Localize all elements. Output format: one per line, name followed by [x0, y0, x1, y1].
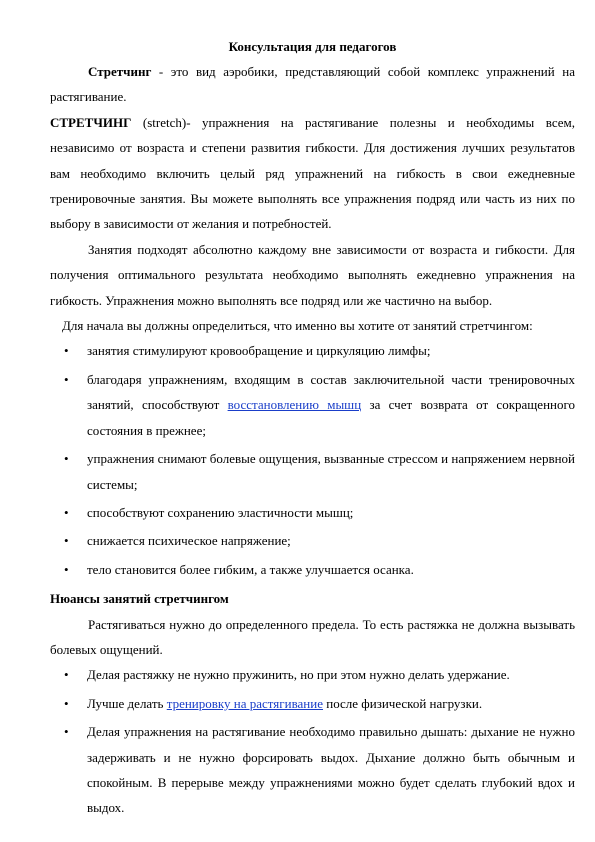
list-item: • занятия стимулируют кровообращение и циркуляцию лимфы; [50, 338, 575, 363]
term-stretching: Стретчинг [88, 64, 152, 79]
list-item: • тело становится более гибким, а также улучшается осанка. [50, 557, 575, 582]
list-item: • снижается психическое напряжение; [50, 528, 575, 553]
paragraph-stretch-limit: Растягиваться нужно до определенного предела. То есть растяжка не должна вызывать болевых ощущений. [50, 616, 575, 657]
list-item: • благодаря упражнениям, входящим в состав заключительной части тренировочных занятий, способствуют восстановлению мышц за счет возврата от сокращенного состояния в прежнее; [50, 367, 575, 443]
document-title: Консультация для педагогов [228, 39, 397, 54]
paragraph-goals-intro: Для начала вы должны определиться, что именно вы хотите от занятий стретчингом: [62, 318, 533, 334]
bullet-icon: • [64, 561, 69, 577]
goals-list [50, 338, 575, 582]
list-item: • упражнения снимают болевые ощущения, вызванные стрессом и напряжением нервной системы; [50, 446, 575, 497]
bullet-icon: • [64, 371, 69, 387]
list-item: • способствуют сохранению эластичности мышц; [50, 500, 575, 525]
nuances-list [50, 662, 575, 820]
list-item: • Лучше делать тренировку на растягивание после физической нагрузки. [50, 691, 575, 716]
bullet-icon: • [64, 695, 69, 711]
bullet-icon: • [64, 343, 69, 359]
paragraph-definition: Стретчинг - это вид аэробики, представляющий собой комплекс упражнений на растягивание. [50, 64, 575, 105]
bullet-icon: • [64, 724, 69, 740]
bullet-icon: • [64, 533, 69, 549]
bullet-icon: • [64, 451, 69, 467]
bullet-icon: • [64, 504, 69, 520]
bullet-icon: • [64, 667, 69, 683]
muscle-recovery-link[interactable]: восстановлению мышц [227, 397, 362, 413]
list-item: • Делая растяжку не нужно пружинить, но при этом нужно делать удержание. [50, 662, 575, 687]
stretching-training-link[interactable]: тренировку на растягивание [166, 695, 323, 711]
term-stretching-caps: СТРЕТЧИНГ [50, 114, 132, 130]
paragraph-stretching-benefits: СТРЕТЧИНГ (stretch)- упражнения на растягивание полезны и необходимы всем, независимо от возраста и степени развития гибкости. Для достижения лучших результатов вам необходимо включить целый ряд упражнений на гибкость в свои ежедневные тренировочные занятия. Вы можете выполнять все упражнения подряд или часть из них по выбору в зависимости от желания и потребностей. [50, 114, 575, 232]
list-item: • Делая упражнения на растягивание необходимо правильно дышать: дыхание не нужно задерживать и не нужно форсировать выдох. Дыхание должно быть обычным и спокойным. В перерыве между упражнениями можно будет сделать глубокий вдох и выдох. [50, 719, 575, 821]
document-body [50, 34, 575, 821]
paragraph-suitability: Занятия подходят абсолютно каждому вне зависимости от возраста и гибкости. Для получения оптимального результата необходимо выполнять ежедневно упражнения на гибкость. Упражнения можно выполнять все подряд или же частично на выбор. [50, 241, 575, 308]
section-heading-nuances: Нюансы занятий стретчингом [50, 591, 229, 607]
